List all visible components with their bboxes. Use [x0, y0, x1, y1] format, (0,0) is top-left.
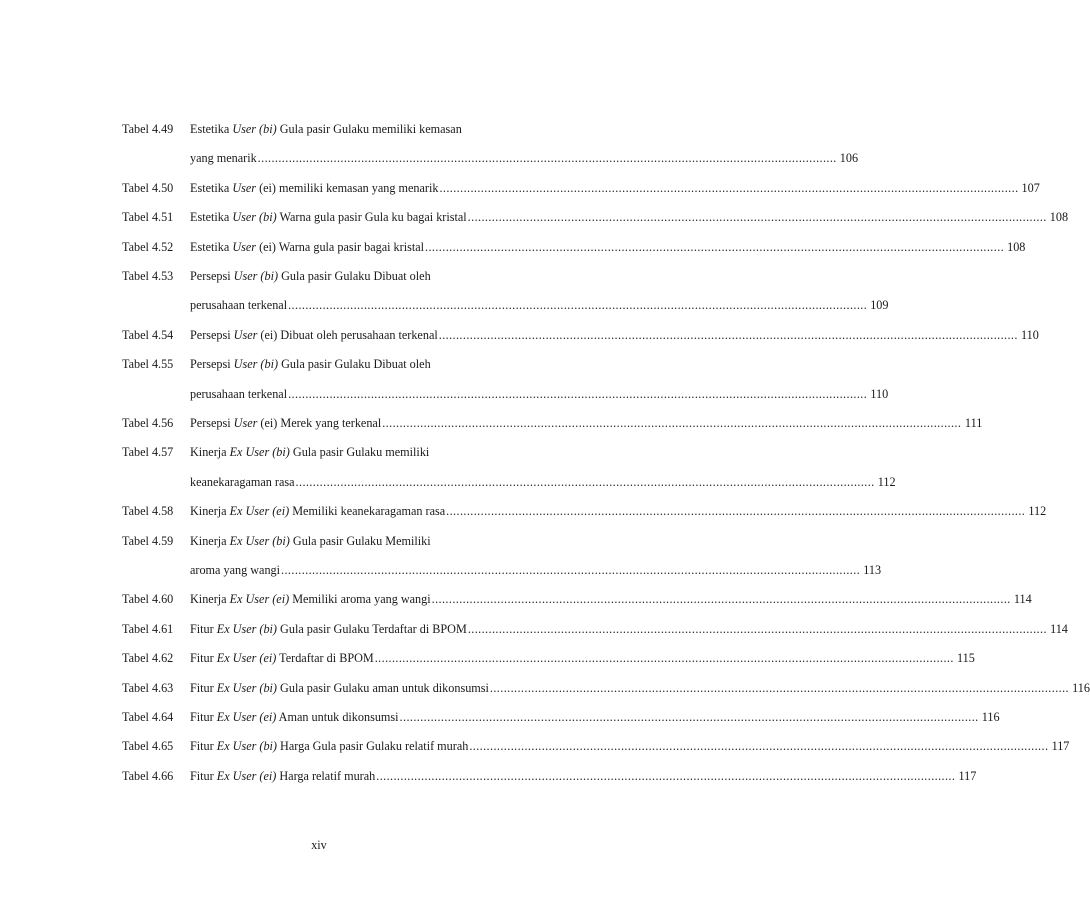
title-segment: Gula pasir Gulaku Memiliki [289, 533, 431, 548]
toc-entry [122, 268, 889, 327]
table-number: Tabel 4.58 [122, 504, 174, 519]
title-italic-segment: User (bi) [233, 268, 279, 283]
title-italic-segment: Ex User (ei) [216, 651, 277, 666]
indent-spacer [122, 386, 190, 403]
table-number: Tabel 4.53 [122, 268, 174, 283]
title-segment: Fitur [190, 739, 217, 754]
toc-entry [122, 533, 882, 592]
table-number: Tabel 4.49 [122, 122, 174, 136]
table-title-continuation: keanekaragaman rasa [190, 474, 295, 489]
title-italic-segment: Ex User (bi) [216, 739, 277, 754]
page-ref: 115 [956, 651, 975, 666]
page-ref: 117 [1051, 739, 1070, 754]
toc-entry-continuation [122, 150, 859, 167]
toc-entry-line [122, 650, 975, 667]
toc-entry-line [122, 209, 1069, 226]
table-number: Tabel 4.63 [122, 680, 174, 695]
page-ref: 106 [839, 151, 859, 166]
table-number: Tabel 4.55 [122, 357, 174, 372]
title-segment: Kinerja [190, 592, 230, 607]
title-segment: Memiliki aroma yang wangi [289, 592, 431, 607]
title-italic-segment: Ex User (bi) [216, 680, 277, 695]
toc-entry-line [122, 268, 544, 285]
toc-entry-line [122, 180, 1040, 197]
toc-entry [122, 327, 1039, 356]
table-title [190, 503, 445, 520]
title-segment: Gula pasir Gulaku aman untuk dikonsumsi [277, 680, 489, 695]
title-segment: (ei) memiliki kemasan yang menarik [256, 180, 439, 195]
page-ref: 111 [964, 415, 983, 430]
indent-spacer [122, 297, 190, 314]
title-segment: (ei) Dibuat oleh perusahaan terkenal [257, 327, 438, 342]
dot-leader [400, 709, 979, 726]
table-title [190, 268, 431, 285]
indent-spacer [122, 150, 190, 167]
toc-entry-line [122, 356, 544, 373]
title-segment: Warna gula pasir Gula ku bagai kristal [276, 210, 467, 225]
toc-entry [122, 180, 1040, 209]
page-ref: 112 [1028, 504, 1047, 519]
title-italic-segment: User [233, 415, 258, 430]
table-number: Tabel 4.64 [122, 709, 174, 724]
title-italic-segment: User (bi) [233, 357, 279, 372]
dot-leader [281, 562, 860, 579]
dot-leader [258, 150, 837, 167]
dot-leader [468, 621, 1047, 638]
title-segment: Fitur [190, 768, 217, 783]
title-segment: Estetika [190, 122, 233, 136]
toc-entry-continuation [122, 474, 896, 491]
toc-entry-line [122, 621, 1068, 638]
toc-entry [122, 444, 896, 503]
toc-entry [122, 591, 1032, 620]
title-segment: Estetika [190, 180, 233, 195]
page-ref: 116 [1072, 680, 1090, 695]
title-segment: Fitur [190, 651, 217, 666]
toc-entry-line [122, 503, 1047, 520]
dot-leader [382, 415, 961, 432]
page-ref: 114 [1050, 621, 1068, 636]
toc-entry-line [122, 768, 977, 785]
table-number: Tabel 4.56 [122, 415, 174, 430]
table-title [190, 680, 489, 697]
dot-leader [425, 239, 1004, 256]
title-segment: Persepsi [190, 415, 234, 430]
table-title [190, 709, 399, 726]
title-segment: Kinerja [190, 533, 230, 548]
table-title-continuation: yang menarik [190, 151, 257, 166]
title-segment: Estetika [190, 239, 233, 254]
page-ref: 108 [1049, 210, 1069, 225]
title-segment: (ei) Warna gula pasir bagai kristal [256, 239, 425, 254]
title-segment: Terdaftar di BPOM [276, 651, 374, 666]
toc-entry [122, 121, 859, 180]
dot-leader [439, 327, 1018, 344]
dot-leader [296, 474, 875, 491]
table-number: Tabel 4.54 [122, 327, 174, 342]
dot-leader [375, 650, 954, 667]
toc-entry-continuation [122, 562, 882, 579]
page-ref: 112 [877, 474, 896, 489]
dot-leader [376, 768, 955, 785]
title-segment: Harga Gula pasir Gulaku relatif murah [277, 739, 469, 754]
toc-entry [122, 356, 889, 415]
dot-leader [439, 180, 1018, 197]
title-segment: Gula pasir Gulaku Terdaftar di BPOM [277, 621, 467, 636]
table-number: Tabel 4.57 [122, 445, 174, 460]
title-segment: Harga relatif murah [276, 768, 376, 783]
table-title [190, 327, 438, 344]
list-of-tables [122, 121, 1090, 797]
toc-entry [122, 503, 1047, 532]
title-segment: Gula pasir Gulaku Dibuat oleh [278, 357, 431, 372]
dot-leader [469, 738, 1048, 755]
dot-leader [432, 591, 1011, 608]
table-title [190, 533, 431, 550]
table-title [190, 356, 431, 373]
title-segment: Aman untuk dikonsumsi [276, 709, 399, 724]
table-title [190, 621, 467, 638]
toc-entry-line [122, 444, 544, 461]
toc-entry [122, 621, 1068, 650]
dot-leader [468, 209, 1047, 226]
toc-entry-continuation [122, 386, 889, 403]
title-italic-segment: User (bi) [232, 210, 277, 225]
table-title [190, 209, 467, 226]
table-number: Tabel 4.62 [122, 651, 174, 666]
page-ref: 109 [870, 298, 889, 313]
page-ref: 116 [981, 709, 1000, 724]
table-title [190, 180, 438, 197]
title-segment: Gula pasir Gulaku memiliki kemasan [276, 122, 462, 136]
page-ref: 110 [870, 386, 889, 401]
toc-entry [122, 738, 1070, 767]
table-title [190, 591, 431, 608]
title-segment: Kinerja [190, 504, 230, 519]
title-italic-segment: User [232, 239, 257, 254]
toc-entry-line [122, 239, 1026, 256]
page-ref: 117 [958, 768, 977, 783]
title-italic-segment: User [233, 327, 258, 342]
indent-spacer [122, 562, 190, 579]
title-italic-segment: Ex User (bi) [229, 445, 290, 460]
dot-leader [288, 297, 867, 314]
title-segment: Persepsi [190, 268, 234, 283]
table-title [190, 444, 429, 461]
title-segment: Fitur [190, 680, 217, 695]
toc-entry [122, 709, 1000, 738]
page-number: xiv [311, 838, 327, 852]
table-number: Tabel 4.52 [122, 239, 174, 254]
toc-entry [122, 415, 983, 444]
title-segment: Fitur [190, 709, 217, 724]
title-segment: Kinerja [190, 445, 230, 460]
title-segment: Memiliki keanekaragaman rasa [289, 504, 446, 519]
dot-leader [490, 680, 1069, 697]
title-italic-segment: Ex User (ei) [229, 592, 290, 607]
toc-entry-line [122, 415, 983, 432]
title-segment: Gula pasir Gulaku Dibuat oleh [278, 268, 431, 283]
indent-spacer [122, 474, 190, 491]
table-title [190, 738, 468, 755]
table-title-continuation: aroma yang wangi [190, 562, 281, 577]
page-ref: 114 [1013, 592, 1032, 607]
page-ref: 107 [1021, 180, 1040, 195]
dot-leader [446, 503, 1025, 520]
title-segment: Gula pasir Gulaku memiliki [289, 445, 430, 460]
table-title-continuation: perusahaan terkenal [190, 298, 288, 313]
title-italic-segment: Ex User (bi) [229, 533, 290, 548]
table-number: Tabel 4.51 [122, 210, 174, 225]
toc-entry-line [122, 121, 544, 138]
title-italic-segment: Ex User (ei) [216, 768, 277, 783]
title-segment: Persepsi [190, 357, 234, 372]
page-ref: 108 [1007, 239, 1026, 254]
toc-entry-line [122, 533, 544, 550]
title-italic-segment: User [232, 180, 257, 195]
page-ref: 113 [863, 562, 882, 577]
table-title [190, 768, 375, 785]
toc-entry-line [122, 738, 1070, 755]
title-segment: Estetika [190, 210, 233, 225]
table-number: Tabel 4.50 [122, 180, 174, 195]
toc-entry-line [122, 327, 1039, 344]
toc-entry [122, 239, 1026, 268]
title-segment: Persepsi [190, 327, 234, 342]
toc-entry-line [122, 709, 1000, 726]
table-title [190, 415, 381, 432]
table-title [190, 121, 462, 138]
table-number: Tabel 4.61 [122, 621, 174, 636]
table-title-continuation: perusahaan terkenal [190, 386, 288, 401]
toc-entry-line [122, 680, 1090, 697]
title-italic-segment: User (bi) [232, 122, 277, 136]
title-italic-segment: Ex User (ei) [229, 504, 290, 519]
toc-entry [122, 768, 977, 797]
title-italic-segment: Ex User (ei) [216, 709, 277, 724]
dot-leader [288, 386, 867, 403]
toc-entry [122, 650, 975, 679]
table-number: Tabel 4.59 [122, 533, 174, 548]
title-segment: Fitur [190, 621, 217, 636]
toc-entry [122, 680, 1090, 709]
table-number: Tabel 4.60 [122, 592, 174, 607]
toc-entry-continuation [122, 297, 889, 314]
table-title [190, 239, 424, 256]
table-number: Tabel 4.65 [122, 739, 174, 754]
toc-entry [122, 209, 1069, 238]
table-title [190, 650, 374, 667]
table-number: Tabel 4.66 [122, 768, 174, 783]
title-segment: (ei) Merek yang terkenal [257, 415, 382, 430]
toc-entry-line [122, 591, 1032, 608]
page-ref: 110 [1020, 327, 1039, 342]
title-italic-segment: Ex User (bi) [216, 621, 277, 636]
